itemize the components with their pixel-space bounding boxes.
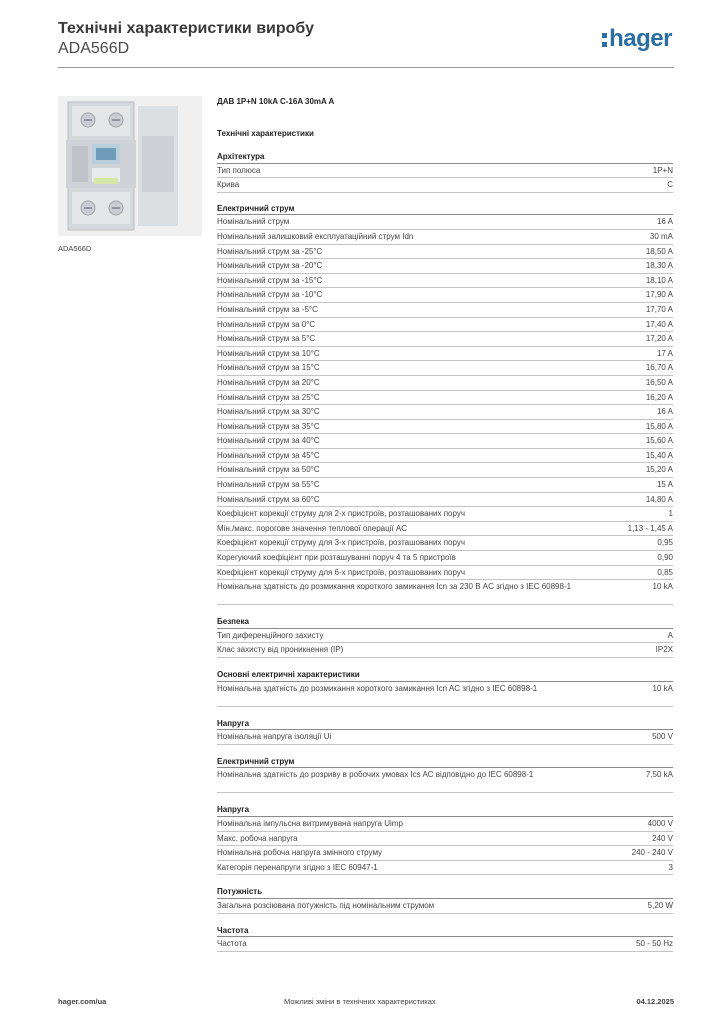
- spec-label: Номінальний залишковий експлуатаційний струм Idn: [217, 231, 414, 241]
- spec-row: [217, 643, 673, 658]
- spec-group: [217, 151, 673, 193]
- footer-notice: Можливі зміни в технічних характеристиках: [284, 997, 436, 1006]
- spec-value: C: [667, 180, 673, 190]
- spec-label: Номінальний струм за 5°C: [217, 334, 316, 344]
- spec-label: Номінальний струм за 55°C: [217, 480, 320, 490]
- spec-label: Номінальний струм за 50°C: [217, 465, 320, 475]
- spec-label: Номінальний струм за 0°C: [217, 319, 316, 329]
- spec-row: [217, 463, 673, 478]
- spec-row: [217, 580, 673, 605]
- spec-groups: [217, 151, 673, 952]
- spec-label: Номінальний струм за -15°C: [217, 275, 323, 285]
- spec-group-title: Напруга: [217, 718, 673, 731]
- spec-group-title: Архітектура: [217, 151, 673, 164]
- spec-row: [217, 682, 673, 707]
- spec-row: [217, 274, 673, 289]
- spec-row: [217, 861, 673, 876]
- spec-label: Номінальна здатність до розриву в робочих умовах Ics AC відповідно до IEC 60898-1: [217, 770, 534, 780]
- spec-value: 1P+N: [652, 165, 673, 175]
- spec-label: Коефіцієнт корекції струму для 2-х пристроїв, розташованих поруч: [217, 509, 466, 519]
- spec-value: 15,40 A: [645, 450, 673, 460]
- spec-value: 16 A: [656, 407, 673, 417]
- spec-row: [217, 566, 673, 581]
- spec-row: [217, 493, 673, 508]
- spec-value: 14,80 A: [645, 494, 673, 504]
- spec-row: [217, 405, 673, 420]
- spec-row: [217, 536, 673, 551]
- spec-label: Номінальний струм за 30°C: [217, 407, 320, 417]
- spec-label: Номінальний струм за 60°C: [217, 494, 320, 504]
- spec-group: [217, 756, 673, 794]
- spec-label: Макс. робоча напруга: [217, 833, 298, 843]
- spec-row: [217, 259, 673, 274]
- section-title: Технічні характеристики: [217, 129, 314, 138]
- spec-value: 5,20 W: [647, 900, 673, 910]
- spec-value: IP2X: [655, 645, 673, 655]
- hager-logo: [602, 27, 672, 51]
- spec-value: 18,30 A: [645, 261, 673, 271]
- spec-value: 1,13 - 1,45 A: [627, 523, 673, 533]
- spec-group-title: Безпека: [217, 616, 673, 629]
- spec-group-title: Основні електричні характеристики: [217, 669, 673, 682]
- footer-date: 04.12.2025: [636, 997, 674, 1006]
- spec-row: [217, 832, 673, 847]
- page-footer: [58, 997, 674, 1009]
- spec-value: 17,90 A: [645, 290, 673, 300]
- spec-value: 17,20 A: [645, 334, 673, 344]
- spec-value: 16,20 A: [645, 392, 673, 402]
- spec-value: 500 V: [652, 732, 673, 742]
- spec-label: Номінальний струм за 40°C: [217, 436, 320, 446]
- spec-group: [217, 804, 673, 875]
- spec-label: Тип диференційного захисту: [217, 630, 324, 640]
- spec-value: 17,70 A: [645, 304, 673, 314]
- spec-group-title: Напруга: [217, 804, 673, 817]
- spec-label: Номінальна робоча напруга змінного струму: [217, 848, 383, 858]
- spec-group-title: Частота: [217, 925, 673, 938]
- spec-label: Номінальний струм: [217, 217, 290, 227]
- spec-value: 18,50 A: [645, 246, 673, 256]
- spec-label: Тип полюса: [217, 165, 261, 175]
- spec-row: [217, 332, 673, 347]
- document-subtitle: ADA566D: [58, 40, 130, 57]
- spec-label: Номінальний струм за 35°C: [217, 421, 320, 431]
- spec-row: [217, 551, 673, 566]
- spec-value: 15,80 A: [645, 421, 673, 431]
- spec-label: Номінальна здатність до розмикання короткого замикання Icn AC згідно з IEC 60898-1: [217, 683, 538, 693]
- spec-value: 18,10 A: [645, 275, 673, 285]
- spec-group: [217, 203, 673, 605]
- spec-row: [217, 899, 673, 914]
- footer-website[interactable]: hager.com/ua: [58, 997, 107, 1006]
- spec-row: [217, 164, 673, 179]
- spec-group: [217, 886, 673, 913]
- spec-value: 15 A: [656, 480, 673, 490]
- spec-value: 0,95: [657, 538, 673, 548]
- spec-value: 0,90: [657, 553, 673, 563]
- spec-label: Номінальний струм за 10°C: [217, 348, 320, 358]
- spec-value: 16,50 A: [645, 377, 673, 387]
- spec-row: [217, 303, 673, 318]
- spec-label: Номінальна імпульсна витримувана напруга Uimp: [217, 818, 403, 828]
- spec-row: [217, 230, 673, 245]
- logo-text: hager: [609, 25, 672, 52]
- spec-label: Номінальний струм за 15°C: [217, 363, 320, 373]
- spec-row: [217, 288, 673, 303]
- spec-label: Коефіцієнт корекції струму для 6-х пристроїв, розташованих поруч: [217, 567, 466, 577]
- spec-row: [217, 391, 673, 406]
- spec-label: Мін./макс. порогове значення теплової операції AC: [217, 523, 408, 533]
- spec-value: 17 A: [656, 348, 673, 358]
- spec-row: [217, 178, 673, 193]
- spec-value: 15,60 A: [645, 436, 673, 446]
- spec-label: Номінальний струм за -10°C: [217, 290, 323, 300]
- spec-label: Клас захисту від проникнення (IP): [217, 645, 344, 655]
- spec-label: Корегуючий коефіцієнт при розташуванні поруч 4 та 5 пристроїв: [217, 553, 456, 563]
- spec-row: [217, 420, 673, 435]
- spec-value: 10 kA: [652, 582, 673, 592]
- spec-value: 240 V: [652, 833, 673, 843]
- spec-row: [217, 478, 673, 493]
- spec-value: 16,70 A: [645, 363, 673, 373]
- spec-group-title: Електричний струм: [217, 756, 673, 769]
- spec-label: Номінальний струм за -25°C: [217, 246, 323, 256]
- spec-group-title: Електричний струм: [217, 203, 673, 216]
- spec-label: Номінальна напруга ізоляції Ui: [217, 732, 332, 742]
- spec-row: [217, 376, 673, 391]
- spec-value: 1: [668, 509, 673, 519]
- spec-label: Частота: [217, 939, 247, 949]
- spec-row: [217, 817, 673, 832]
- document-title: Технічні характеристики виробу: [58, 20, 314, 37]
- spec-group: [217, 669, 673, 707]
- spec-row: [217, 215, 673, 230]
- spec-label: Категорія перенапруги згідно з IEC 60947-1: [217, 862, 378, 872]
- spec-row: [217, 361, 673, 376]
- spec-value: 4000 V: [647, 818, 673, 828]
- spec-row: [217, 449, 673, 464]
- spec-row: [217, 846, 673, 861]
- spec-value: 0,85: [657, 567, 673, 577]
- spec-group: [217, 718, 673, 745]
- spec-group: [217, 925, 673, 952]
- image-caption: ADA566D: [58, 244, 92, 253]
- spec-row: [217, 507, 673, 522]
- spec-value: 50 - 50 Hz: [636, 939, 673, 949]
- spec-label: Номінальний струм за -20°C: [217, 261, 323, 271]
- spec-value: 30 mA: [649, 231, 673, 241]
- spec-group: [217, 616, 673, 658]
- spec-row: [217, 318, 673, 333]
- spec-row: [217, 434, 673, 449]
- spec-value: 17,40 A: [645, 319, 673, 329]
- spec-value: 3: [668, 862, 673, 872]
- spec-value: 15,20 A: [645, 465, 673, 475]
- spec-group-title: Потужність: [217, 886, 673, 899]
- spec-row: [217, 730, 673, 745]
- spec-row: [217, 522, 673, 537]
- spec-label: Номінальний струм за -5°C: [217, 304, 318, 314]
- spec-row: [217, 937, 673, 952]
- spec-label: Номінальна здатність до розмикання короткого замикання Icn за 230 В AC згідно з IEC 60898-1: [217, 582, 572, 592]
- spec-row: [217, 347, 673, 362]
- spec-value: 16 A: [656, 217, 673, 227]
- product-name: ДАВ 1P+N 10kA C-16A 30mA A: [217, 97, 335, 106]
- spec-value: 10 kA: [652, 683, 673, 693]
- spec-value: 240 - 240 V: [631, 848, 673, 858]
- logo-dots-icon: [602, 33, 607, 51]
- spec-value: A: [667, 630, 673, 640]
- spec-label: Номінальний струм за 25°C: [217, 392, 320, 402]
- spec-label: Коефіцієнт корекції струму для 3-х пристроїв, розташованих поруч: [217, 538, 466, 548]
- spec-label: Крива: [217, 180, 240, 190]
- spec-value: 7,50 kA: [645, 770, 673, 780]
- spec-label: Номінальний струм за 20°C: [217, 377, 320, 387]
- spec-row: [217, 245, 673, 260]
- spec-row: [217, 768, 673, 793]
- circuit-breaker-icon: [58, 96, 202, 236]
- spec-row: [217, 629, 673, 644]
- specifications: [217, 97, 673, 963]
- page-header: [58, 20, 674, 68]
- spec-label: Номінальний струм за 45°C: [217, 450, 320, 460]
- spec-label: Загальна розсіювана потужність під номінальним струмом: [217, 900, 435, 910]
- product-image: [58, 96, 202, 236]
